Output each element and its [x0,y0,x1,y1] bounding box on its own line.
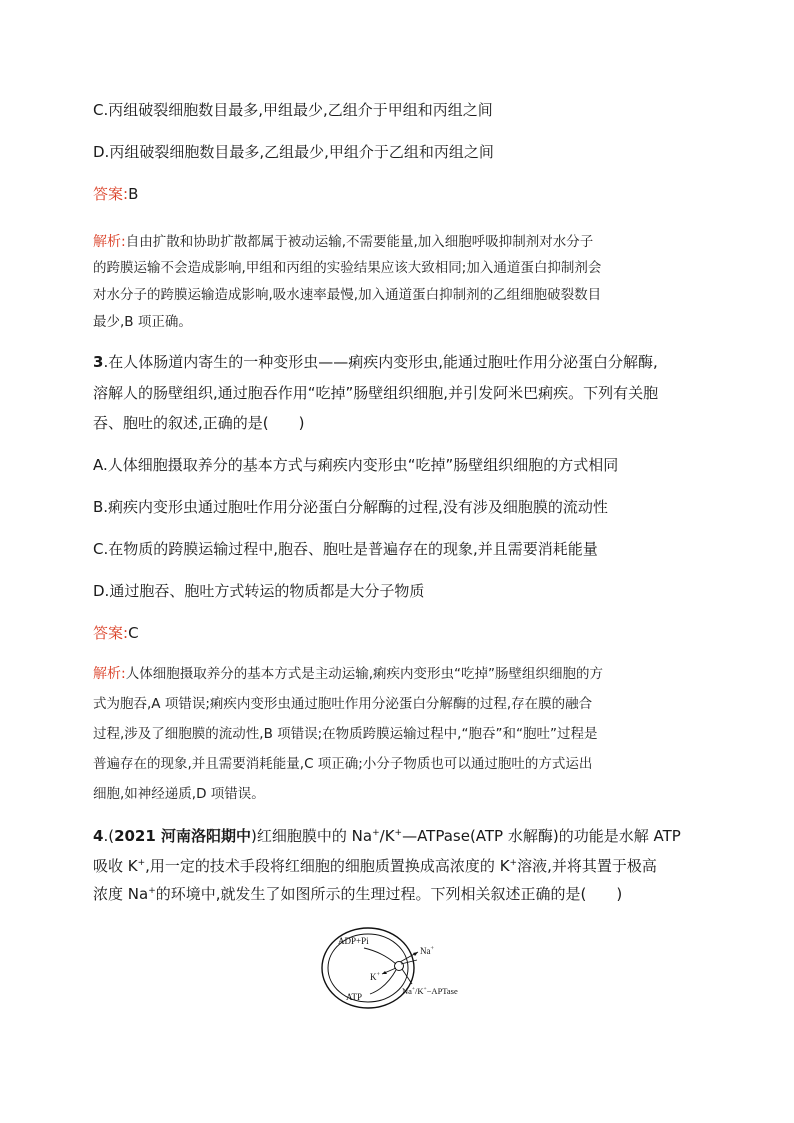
question-stem [93,352,658,373]
option-b: B.痢疾内变形虫通过胞吐作用分泌蛋白分解酶的过程,没有涉及细胞膜的流动性 [93,498,608,516]
option-c: C.在物质的跨膜运输过程中,胞吞、胞吐是普遍存在的现象,并且需要消耗能量 [93,540,598,558]
option-c: C.丙组破裂细胞数目最多,甲组最少,乙组介于甲组和丙组之间 [93,101,493,119]
explanation-label: 解析: [93,234,126,250]
cell-membrane-diagram [320,922,520,1012]
explanation-label: 解析: [93,666,126,682]
option-d: D.丙组破裂细胞数目最多,乙组最少,甲组介于乙组和丙组之间 [93,143,494,161]
superscript: + [137,858,146,868]
explanation-line [93,232,593,253]
question-number: 3 [93,353,104,371]
source-paren: .( [103,827,115,845]
explanation-line: 的跨膜运输不会造成影响,甲组和丙组的实验结果应该大致相同;加入通道蛋白抑制剂会 [93,260,602,276]
question-stem: 溶解人的肠壁组织,通过胞吞作用“吃掉”肠壁组织细胞,并引发阿米巴痢疾。下列有关胞 [93,384,659,402]
stem-text: 红细胞膜中的 Na [256,827,373,845]
adp-pi-label: ADP+Pi [338,936,369,946]
answer-label: 答案: [93,624,129,642]
question-source: 2021 河南洛阳期中 [114,827,252,845]
enzyme-pointer [402,969,412,984]
answer-q2 [93,184,138,205]
question-stem [93,856,657,877]
adp-to-atp-arrow [364,948,396,964]
explanation-line: 普遍存在的现象,并且需要消耗能量,C 项正确;小分子物质也可以通过胞吐的方式运出 [93,756,593,772]
na-ion-label: Na+ [420,946,434,956]
superscript: + [372,828,380,838]
question-stem [93,826,681,847]
answer-label: 答案: [93,185,129,203]
explanation-line: 式为胞吞,A 项错误;痢疾内变形虫通过胞吐作用分泌蛋白分解酶的过程,存在膜的融合 [93,696,593,712]
explanation-line: 最少,B 项正确。 [93,314,192,330]
stem-text: ,用一定的技术手段将红细胞的细胞质置换成高浓度的 K [145,857,510,875]
na-arrowhead [413,952,418,956]
atp-label: ATP [346,992,363,1002]
explanation-text: 自由扩散和协助扩散都属于被动运输,不需要能量,加入细胞呼吸抑制剂对水分子 [125,234,594,250]
question-stem [93,884,622,905]
stem-text: 浓度 Na [93,885,149,903]
stem-text: —ATPase(ATP 水解酶)的功能是水解 ATP [402,827,681,845]
stem-text: 的环境中,就发生了如图所示的生理过程。下列相关叙述正确的是( ) [155,885,623,903]
answer-value: C [128,624,139,642]
superscript: + [148,886,156,896]
question-number: 4 [93,827,104,845]
source-paren: ) [251,827,257,845]
stem-text: .在人体肠道内寄生的一种变形虫——痢疾内变形虫,能通过胞吐作用分泌蛋白分解酶, [103,353,658,371]
k-ion-label: K+ [370,972,380,982]
option-d: D.通过胞吞、胞吐方式转运的物质都是大分子物质 [93,582,425,600]
explanation-line: 对水分子的跨膜运输造成影响,吸水速率最慢,加入通道蛋白抑制剂的乙组细胞破裂数目 [93,287,602,303]
superscript: + [394,828,403,838]
answer-q3 [93,623,139,644]
enzyme-label: Na+/K+−APTase [402,986,458,996]
superscript: + [509,858,518,868]
stem-text: /K [379,827,395,845]
explanation-line: 细胞,如神经递质,D 项错误。 [93,786,265,802]
explanation-line: 过程,涉及了细胞膜的流动性,B 项错误;在物质跨膜运输过程中,“胞吞”和“胞吐”过程是 [93,726,598,742]
option-a: A.人体细胞摄取养分的基本方式与痢疾内变形虫“吃掉”肠壁组织细胞的方式相同 [93,456,619,474]
explanation-text: 人体细胞摄取养分的基本方式是主动运输,痢疾内变形虫“吃掉”肠壁组织细胞的方 [125,666,603,682]
stem-text: 吸收 K [93,857,138,875]
explanation-line [93,664,603,685]
stem-text: 溶液,并将其置于极高 [517,857,657,875]
question-stem: 吞、胞吐的叙述,正确的是( ) [93,414,305,432]
answer-value: B [128,185,139,203]
